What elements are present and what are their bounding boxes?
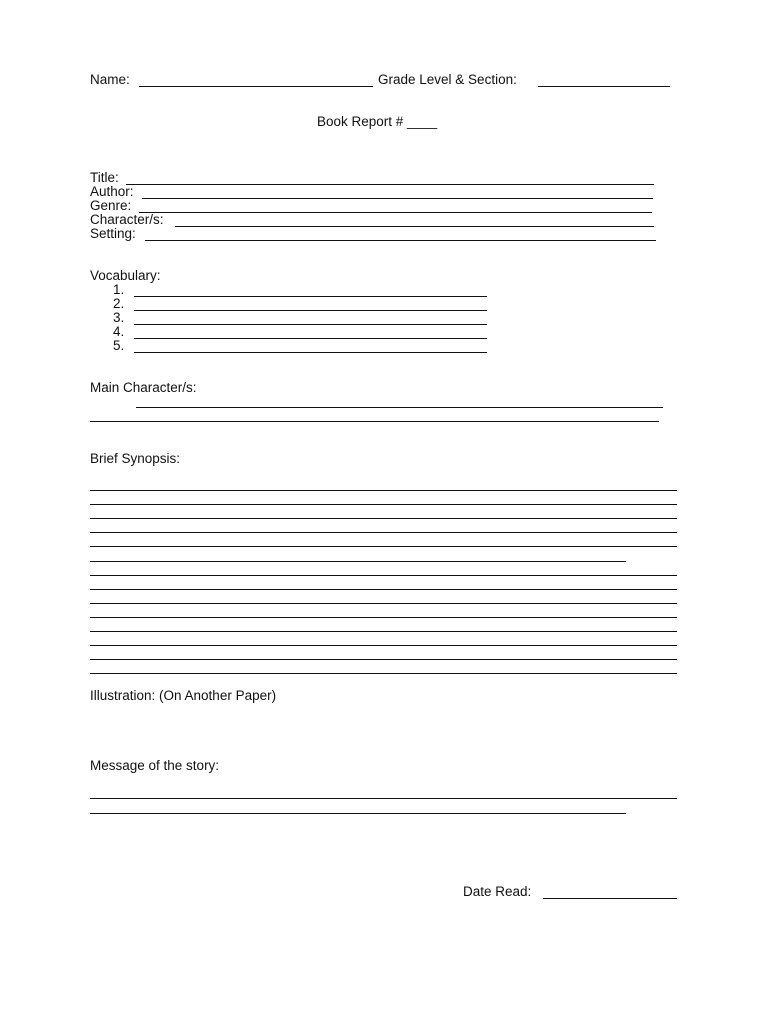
vocabulary-number: 1. xyxy=(113,282,125,297)
setting-label: Setting: xyxy=(90,226,136,241)
synopsis-line xyxy=(90,561,626,562)
synopsis-line xyxy=(90,575,677,576)
synopsis-line xyxy=(90,617,677,618)
synopsis-line xyxy=(90,603,677,604)
synopsis-line xyxy=(90,673,677,674)
vocabulary-blank xyxy=(134,296,487,297)
vocabulary-number: 3. xyxy=(113,310,125,325)
synopsis-line xyxy=(90,589,677,590)
synopsis-line xyxy=(90,504,677,505)
title-blank xyxy=(126,184,654,185)
synopsis-heading: Brief Synopsis: xyxy=(90,451,181,466)
setting-blank xyxy=(145,240,656,241)
message-line xyxy=(90,798,677,799)
synopsis-line xyxy=(90,546,677,547)
vocabulary-number: 5. xyxy=(113,338,125,353)
name-label: Name: xyxy=(90,72,130,87)
name-blank xyxy=(139,86,373,87)
vocabulary-number: 2. xyxy=(113,296,125,311)
report-title: Book Report # ____ xyxy=(317,114,438,129)
vocabulary-blank xyxy=(134,310,487,311)
vocabulary-blank xyxy=(134,352,487,353)
synopsis-line xyxy=(90,490,677,491)
illustration-label: Illustration: (On Another Paper) xyxy=(90,688,277,703)
main-characters-line xyxy=(90,421,659,422)
vocabulary-blank xyxy=(134,324,487,325)
synopsis-line xyxy=(90,645,677,646)
characters-blank xyxy=(175,226,654,227)
vocabulary-number: 4. xyxy=(113,324,125,339)
genre-label: Genre: xyxy=(90,198,132,213)
author-label: Author: xyxy=(90,184,134,199)
grade-level-label: Grade Level & Section: xyxy=(378,72,517,87)
message-line xyxy=(90,813,626,814)
synopsis-line xyxy=(90,659,677,660)
date-read-label: Date Read: xyxy=(463,884,532,899)
genre-blank xyxy=(139,212,652,213)
date-read-blank xyxy=(543,898,677,899)
main-characters-heading: Main Character/s: xyxy=(90,380,197,395)
vocabulary-blank xyxy=(134,338,487,339)
grade-level-blank xyxy=(538,86,670,87)
synopsis-line xyxy=(90,532,677,533)
title-label: Title: xyxy=(90,170,119,185)
characters-label: Character/s: xyxy=(90,212,164,227)
vocabulary-heading: Vocabulary: xyxy=(90,268,161,283)
main-characters-line xyxy=(136,407,663,408)
synopsis-line xyxy=(90,518,677,519)
author-blank xyxy=(142,198,653,199)
message-heading: Message of the story: xyxy=(90,758,220,773)
synopsis-line xyxy=(90,631,677,632)
